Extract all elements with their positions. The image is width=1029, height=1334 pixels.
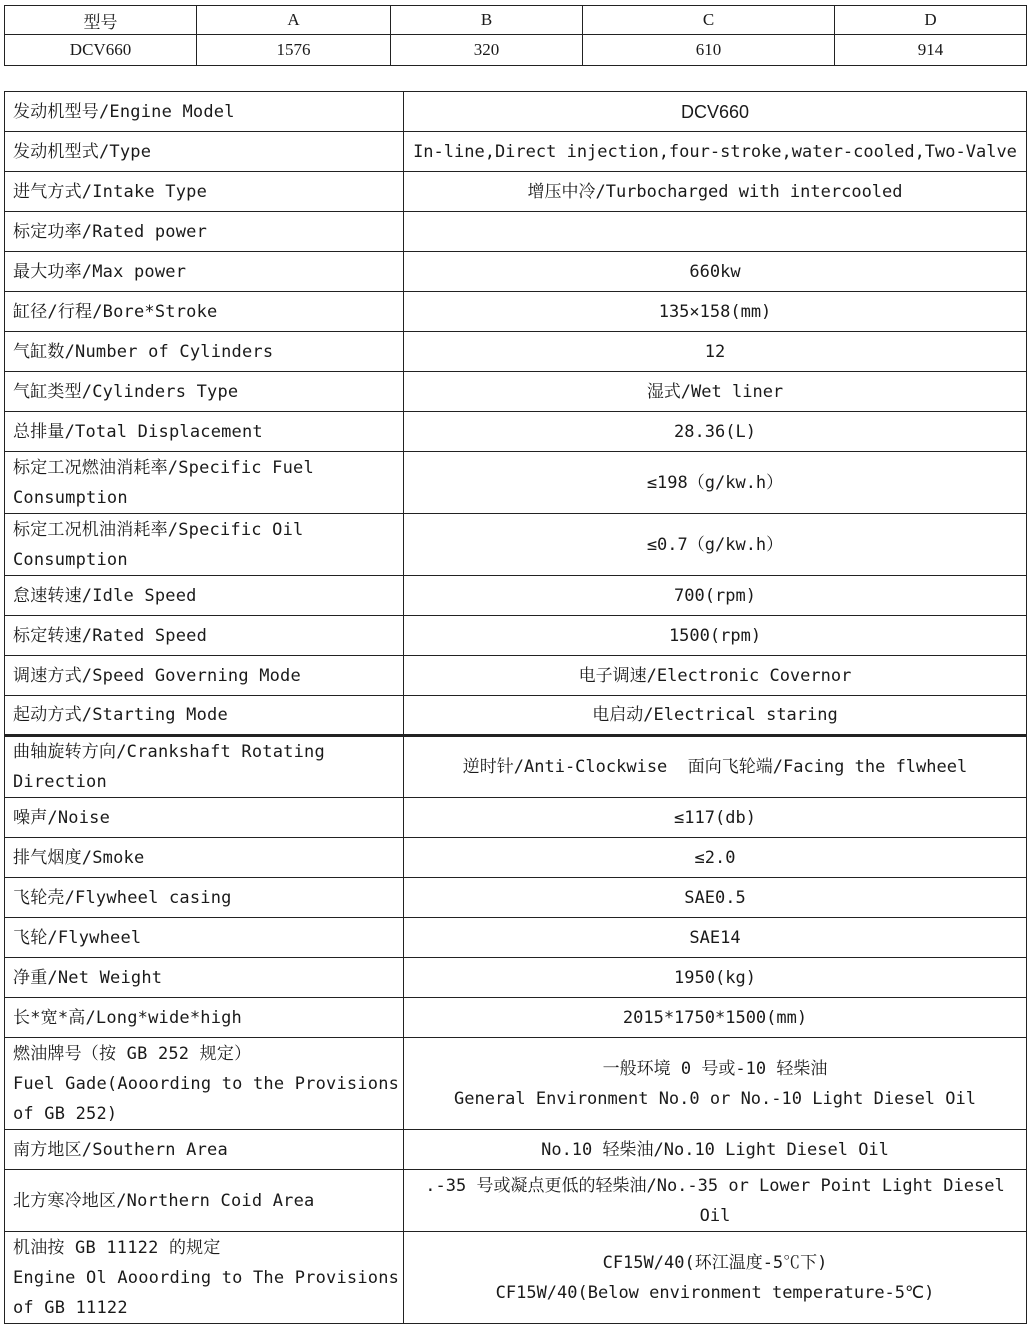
table-row	[5, 292, 1027, 332]
spec-label	[5, 412, 404, 452]
table-row	[5, 1232, 1027, 1324]
spec-value-line: DCV660	[680, 101, 750, 122]
spec-value-line: General Environment No.0 or No.-10 Light Diesel Oil	[454, 1088, 976, 1109]
spec-label	[5, 998, 404, 1038]
spec-label	[5, 292, 404, 332]
spec-value-line: CF15W/40(环江温度-5℃下)	[602, 1252, 828, 1273]
spec-value-line: 逆时针/Anti-Clockwise 面向飞轮端/Facing the flwheel	[462, 757, 968, 777]
spec-label	[5, 212, 404, 252]
spec-label-line: Consumption	[13, 487, 128, 508]
spec-label	[5, 252, 404, 292]
spec-label-line: Direction	[13, 772, 107, 792]
spec-label-line: 飞轮壳/Flywheel casing	[13, 887, 232, 908]
spec-label-line: 燃油牌号（按 GB 252 规定）	[13, 1043, 252, 1064]
spec-value-line: 135×158(mm)	[658, 301, 772, 322]
spec-value-line: SAE0.5	[684, 887, 746, 908]
spec-label-line: 标定工况燃油消耗率/Specific Fuel	[13, 457, 314, 478]
spec-label	[5, 696, 404, 736]
table-row	[5, 798, 1027, 838]
spec-label-line: 标定工况机油消耗率/Specific Oil	[13, 519, 304, 540]
spec-value	[404, 292, 1027, 332]
header-c: C	[583, 6, 835, 35]
spec-label	[5, 838, 404, 878]
spec-value-line: ≤0.7（g/kw.h）	[646, 534, 784, 555]
spec-value-line: 增压中冷/Turbocharged with intercooled	[527, 181, 903, 202]
spec-value	[404, 656, 1027, 696]
table-row	[5, 172, 1027, 212]
spec-value-line: SAE14	[689, 927, 741, 948]
header-a: A	[197, 6, 391, 35]
spec-value-line: 660kw	[689, 261, 741, 282]
table-row	[5, 918, 1027, 958]
spec-label	[5, 1232, 404, 1324]
table-row	[5, 332, 1027, 372]
spec-label-line: 排气烟度/Smoke	[13, 847, 145, 868]
spec-value	[404, 372, 1027, 412]
spec-value	[404, 452, 1027, 514]
spec-value	[404, 576, 1027, 616]
header-b: B	[391, 6, 583, 35]
table-row	[5, 452, 1027, 514]
spec-value-line: 28.36(L)	[674, 421, 756, 442]
table-row	[5, 696, 1027, 736]
spec-value	[404, 252, 1027, 292]
spec-value-line: In-line,Direct injection,four-stroke,water-cooled,Two-Valve	[413, 141, 1017, 162]
spec-label-line: 噪声/Noise	[13, 807, 111, 828]
spec-value	[404, 616, 1027, 656]
spec-value-line: 湿式/Wet liner	[646, 381, 784, 402]
spec-label-line: 北方寒冷地区/Northern Coid Area	[13, 1190, 315, 1211]
spec-label-line: of GB 11122	[13, 1297, 128, 1318]
spec-label-line: 曲轴旋转方向/Crankshaft Rotating	[13, 742, 325, 762]
spec-value	[404, 958, 1027, 998]
value-c: 610	[583, 35, 835, 66]
spec-label-line: 发动机型式/Type	[13, 141, 152, 162]
spec-value	[404, 1232, 1027, 1324]
spec-label-line: 总排量/Total Displacement	[13, 421, 263, 442]
header-model: 型号	[5, 6, 197, 35]
spec-label-line: 机油按 GB 11122 的规定	[13, 1237, 221, 1258]
table-row	[5, 958, 1027, 998]
dimensions-value-row	[5, 35, 1027, 66]
spec-value	[404, 212, 1027, 252]
spec-value-line: 2015*1750*1500(mm)	[622, 1007, 808, 1028]
spec-value	[404, 172, 1027, 212]
table-row	[5, 514, 1027, 576]
spec-value-line: .-35 号或凝点更低的轻柴油/No.-35 or Lower Point Light Diesel	[425, 1175, 1005, 1196]
spec-value-line: 1500(rpm)	[668, 625, 762, 646]
spec-label	[5, 918, 404, 958]
spec-value	[404, 696, 1027, 736]
table-row	[5, 1170, 1027, 1232]
spec-value-line: ≤198（g/kw.h）	[646, 472, 784, 493]
spec-label-line: 最大功率/Max power	[13, 261, 187, 282]
spec-value	[404, 798, 1027, 838]
spec-value-line: 电子调速/Electronic Covernor	[578, 665, 852, 686]
spec-value	[404, 878, 1027, 918]
table-row	[5, 998, 1027, 1038]
table-row	[5, 576, 1027, 616]
spec-label-line: 标定转速/Rated Speed	[13, 625, 208, 646]
value-a: 1576	[197, 35, 391, 66]
spec-label	[5, 514, 404, 576]
table-row	[5, 1038, 1027, 1130]
spec-table-body	[5, 92, 1027, 1324]
table-row	[5, 616, 1027, 656]
table-row	[5, 838, 1027, 878]
value-b: 320	[391, 35, 583, 66]
table-row	[5, 736, 1027, 798]
spec-value-line: 12	[704, 341, 726, 362]
header-d: D	[835, 6, 1027, 35]
spec-table	[4, 91, 1027, 1324]
spec-label-line: 发动机型号/Engine Model	[13, 101, 235, 122]
table-row	[5, 412, 1027, 452]
spec-value-line: 1950(kg)	[674, 967, 756, 988]
spec-label-line: Consumption	[13, 549, 128, 570]
spec-value	[404, 918, 1027, 958]
spec-label-line: 调速方式/Speed Governing Mode	[13, 665, 301, 686]
spec-label-line: 起动方式/Starting Mode	[13, 705, 228, 725]
spec-value	[404, 838, 1027, 878]
spec-value	[404, 132, 1027, 172]
spec-label	[5, 576, 404, 616]
dimensions-table	[4, 5, 1027, 66]
spec-value	[404, 514, 1027, 576]
spec-label	[5, 172, 404, 212]
spec-label-line: 气缸数/Number of Cylinders	[13, 341, 274, 362]
spec-label	[5, 1038, 404, 1130]
spec-value	[404, 92, 1027, 132]
value-model: DCV660	[5, 35, 197, 66]
spec-value-line: Oil	[699, 1205, 731, 1226]
table-row	[5, 656, 1027, 696]
spec-label	[5, 958, 404, 998]
spec-label-line: 长*宽*高/Long*wide*high	[13, 1007, 242, 1028]
spec-value-line: 700(rpm)	[674, 585, 756, 606]
spec-value-line: 电启动/Electrical staring	[592, 705, 838, 725]
spec-label	[5, 616, 404, 656]
spec-value-line: No.10 轻柴油/No.10 Light Diesel Oil	[541, 1139, 889, 1160]
spec-value	[404, 1038, 1027, 1130]
spec-value	[404, 736, 1027, 798]
value-d: 914	[835, 35, 1027, 66]
spec-value	[404, 998, 1027, 1038]
table-row	[5, 92, 1027, 132]
spec-label	[5, 736, 404, 798]
spec-value	[404, 412, 1027, 452]
spec-value-line: ≤117(db)	[674, 807, 756, 828]
spec-label-line: of GB 252)	[13, 1103, 118, 1124]
spec-label-line: 标定功率/Rated power	[13, 221, 208, 242]
spec-label	[5, 132, 404, 172]
spec-label-line: 缸径/行程/Bore*Stroke	[13, 301, 218, 322]
spec-label	[5, 332, 404, 372]
spec-label	[5, 92, 404, 132]
table-row	[5, 212, 1027, 252]
spec-label-line: 气缸类型/Cylinders Type	[13, 381, 239, 402]
spec-label	[5, 452, 404, 514]
spec-label-line: 南方地区/Southern Area	[13, 1139, 228, 1160]
spec-label	[5, 878, 404, 918]
spec-value-line: 一般环境 0 号或-10 轻柴油	[602, 1058, 828, 1079]
spec-label	[5, 1130, 404, 1170]
spec-label	[5, 372, 404, 412]
spec-label	[5, 798, 404, 838]
spec-value	[404, 1130, 1027, 1170]
spec-label-line: Fuel Gade(Aooording to the Provisions	[13, 1073, 400, 1094]
spec-label	[5, 656, 404, 696]
spec-value-line: CF15W/40(Below environment temperature-5℃)	[495, 1282, 935, 1303]
spec-label-line: Engine Ol Aooording to The Provisions	[13, 1267, 400, 1288]
table-row	[5, 1130, 1027, 1170]
spec-label-line: 飞轮/Flywheel	[13, 927, 142, 948]
spec-label-line: 进气方式/Intake Type	[13, 181, 208, 202]
spec-value	[404, 1170, 1027, 1232]
spec-label-line: 净重/Net Weight	[13, 967, 163, 988]
dimensions-header-row	[5, 6, 1027, 35]
spec-value	[404, 332, 1027, 372]
spec-label	[5, 1170, 404, 1232]
table-row	[5, 372, 1027, 412]
spec-label-line: 怠速转速/Idle Speed	[13, 585, 197, 606]
table-row	[5, 132, 1027, 172]
spec-value-line: ≤2.0	[694, 847, 736, 868]
table-row	[5, 878, 1027, 918]
table-row	[5, 252, 1027, 292]
